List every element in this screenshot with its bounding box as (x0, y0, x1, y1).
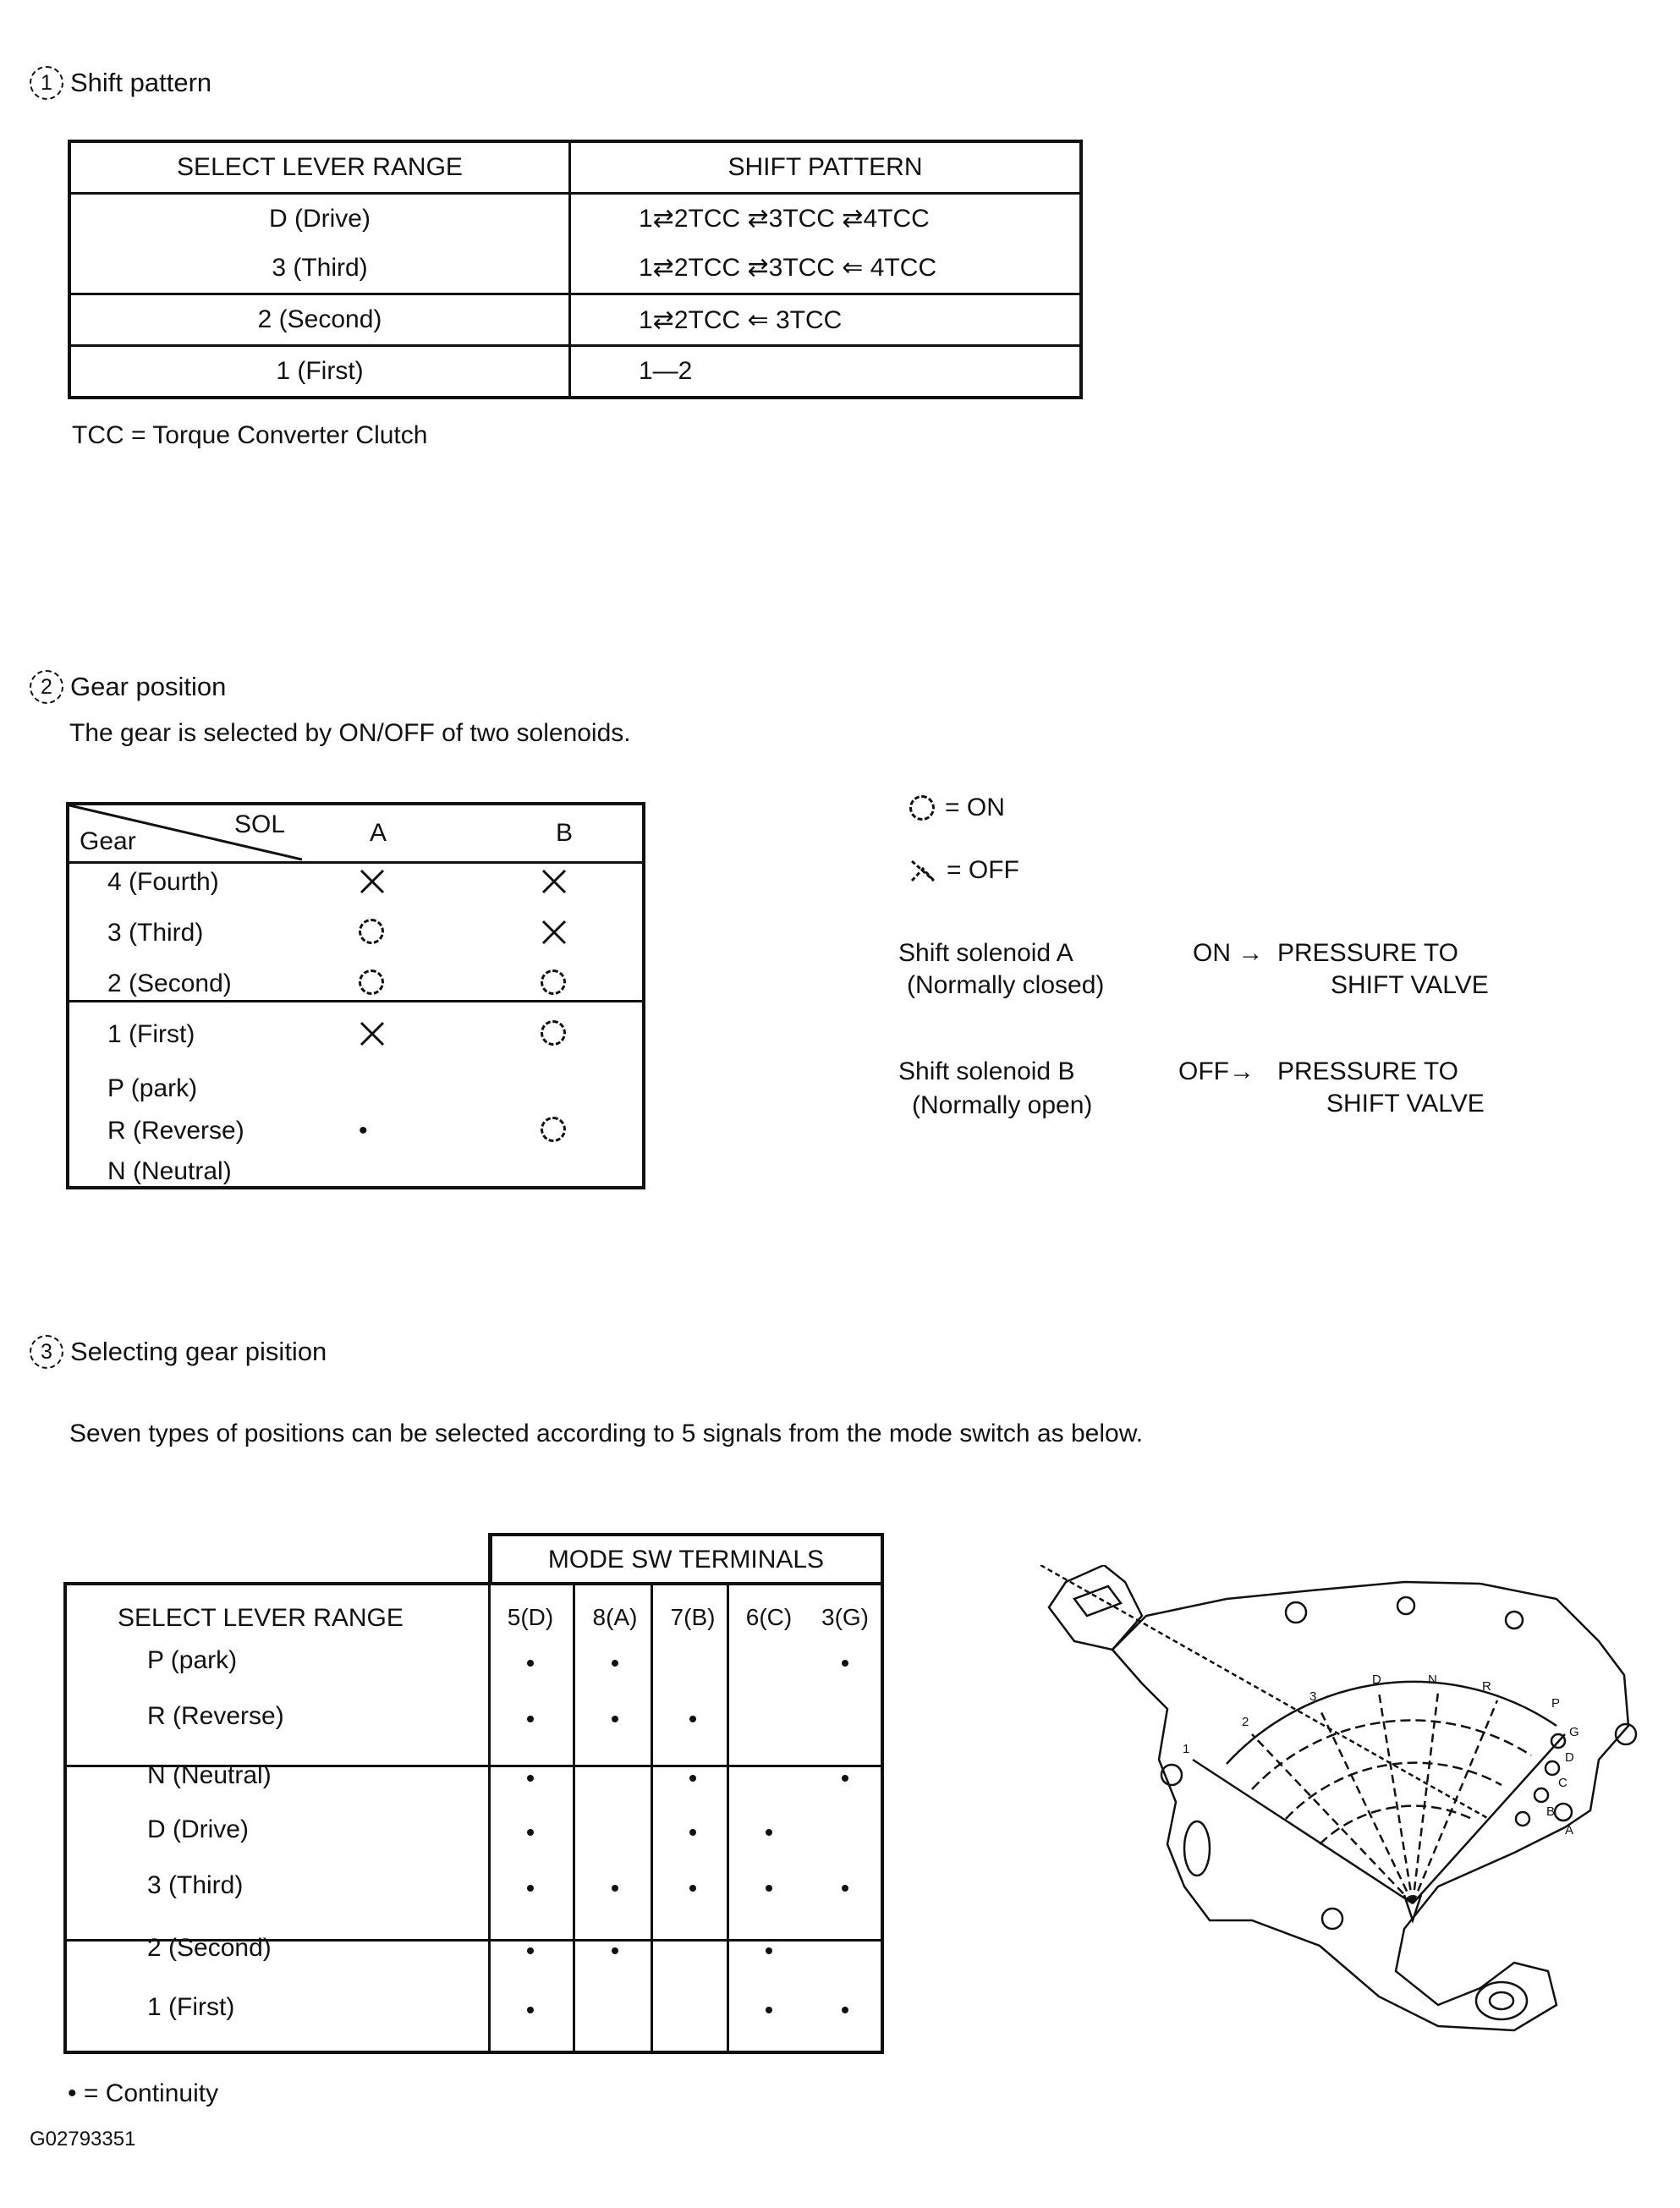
sol-b-result: SHIFT VALVE (1326, 1090, 1485, 1118)
legend-on-label: = ON (945, 794, 1005, 821)
sol-a-state: ON → (1193, 939, 1264, 967)
terminal-header: 3(G) (821, 1604, 869, 1630)
off-cross-icon (359, 1020, 386, 1047)
sol-b-state: OFF→ (1178, 1057, 1255, 1085)
range-label: 2 (Second) (69, 294, 570, 346)
continuity-dot (842, 2007, 848, 2013)
on-circle-icon (541, 969, 566, 995)
section2-heading (30, 670, 226, 704)
sol-a-state: • (359, 1117, 368, 1145)
diagram-label: A (1565, 1823, 1574, 1837)
continuity-dot (527, 1660, 534, 1667)
section-number-badge: 3 (30, 1335, 63, 1369)
terminal-dot (1516, 1812, 1529, 1826)
continuity-dot (689, 1829, 696, 1836)
sol-b-state (541, 1117, 566, 1149)
off-cross-icon (909, 857, 936, 884)
range-label: D (Drive) (147, 1815, 249, 1843)
gear-label: N (Neutral) (107, 1157, 232, 1185)
continuity-dot (612, 1716, 618, 1722)
mode-sw-group-header: MODE SW TERMINALS (488, 1533, 884, 1585)
off-cross-icon (541, 919, 568, 946)
on-circle-icon (359, 969, 384, 995)
sol-a-state (359, 868, 386, 902)
continuity-dot (689, 1775, 696, 1782)
diagram-label: B (1546, 1804, 1556, 1819)
gear-label: P (park) (107, 1074, 198, 1102)
col-divider (651, 1584, 653, 2054)
off-cross-icon (359, 868, 386, 895)
col-divider (573, 1584, 575, 2054)
sol-a-state (359, 969, 384, 1002)
center-line (1040, 1565, 1489, 1819)
shift-pattern-table (68, 140, 1083, 399)
continuity-dot (842, 1775, 848, 1782)
sol-b-state (541, 1020, 566, 1052)
gear-label: 1 (First) (107, 1020, 195, 1048)
sol-a-type: (Normally closed) (907, 971, 1105, 999)
pattern-label: 1—2 (570, 346, 1082, 398)
table-header: SELECT LEVER RANGE (69, 141, 570, 194)
terminal-dot (1545, 1761, 1559, 1775)
terminal-header: 6(C) (745, 1604, 793, 1630)
diagram-label: 3 (1309, 1689, 1317, 1704)
gear-header: Gear (80, 827, 136, 855)
legend-off-label: = OFF (947, 856, 1019, 884)
sol-a-state (359, 1020, 386, 1054)
diagram-label: N (1428, 1672, 1437, 1687)
mode-switch-table (63, 1582, 884, 2054)
sol-b-result: PRESSURE TO (1277, 1057, 1458, 1085)
pattern-label: 1⇄2TCC ⇄3TCC ⇐ 4TCC (639, 254, 937, 282)
diagram-label: D (1565, 1750, 1574, 1765)
diagram-label: D (1372, 1672, 1381, 1687)
continuity-dot (612, 1660, 618, 1667)
col-a-header: A (370, 819, 387, 847)
continuity-dot (766, 1829, 772, 1836)
gear-position-table (66, 802, 645, 1189)
continuity-dot (527, 1775, 534, 1782)
continuity-dot (766, 2007, 772, 2013)
sol-b-state (541, 969, 566, 1002)
col-divider (727, 1584, 729, 2054)
range-label: P (park) (147, 1646, 238, 1674)
section3-heading (30, 1335, 327, 1369)
sol-a-result: SHIFT VALVE (1331, 971, 1489, 999)
mount-hole (1322, 1909, 1342, 1929)
sol-b-state (541, 868, 568, 902)
on-circle-icon (909, 795, 935, 821)
mode-switch-diagram (1040, 1565, 1650, 2039)
sol-b-type: (Normally open) (912, 1091, 1093, 1119)
on-circle-icon (541, 1117, 566, 1142)
continuity-dot (527, 2007, 534, 2013)
legend-off (909, 856, 1019, 885)
section-title: Shift pattern (70, 68, 212, 97)
terminal-header: 7(B) (670, 1604, 716, 1630)
sol-b-state (541, 919, 568, 953)
range-label: 1 (First) (69, 346, 570, 398)
diagram-label: 1 (1183, 1742, 1190, 1756)
continuity-dot (842, 1885, 848, 1892)
gear-label: 2 (Second) (107, 969, 232, 997)
sol-a-name: Shift solenoid A (898, 939, 1073, 967)
on-circle-icon (541, 1020, 566, 1046)
section-title: Selecting gear pisition (70, 1337, 327, 1366)
continuity-dot (612, 1885, 618, 1892)
range-label: N (Neutral) (147, 1761, 272, 1789)
continuity-dot (527, 1716, 534, 1722)
continuity-dot (766, 1885, 772, 1892)
col-divider (488, 1584, 491, 2054)
continuity-dot (527, 1829, 534, 1836)
diagram-label: 2 (1242, 1715, 1249, 1729)
slot-hole (1184, 1821, 1210, 1876)
tcc-note: TCC = Torque Converter Clutch (72, 421, 428, 449)
sol-b-name: Shift solenoid B (898, 1057, 1075, 1085)
sol-a-state (359, 919, 384, 951)
continuity-dot (842, 1660, 848, 1667)
section-number-badge: 1 (30, 66, 63, 100)
col-divider (490, 1533, 492, 1585)
mount-hole (1506, 1612, 1523, 1629)
diagram-label: P (1551, 1696, 1561, 1711)
continuity-dot (612, 1947, 618, 1954)
section-subtitle: Seven types of positions can be selected according to 5 signals from the mode switch as below. (69, 1420, 1144, 1447)
off-cross-icon (541, 868, 568, 895)
section-subtitle: The gear is selected by ON/OFF of two solenoids. (69, 719, 631, 747)
diagram-label: G (1569, 1725, 1579, 1739)
gear-label: 4 (Fourth) (107, 868, 219, 896)
sol-header: SOL (234, 810, 286, 838)
section1-heading (30, 66, 211, 100)
range-header: SELECT LEVER RANGE (118, 1604, 404, 1632)
table-cell (570, 194, 1082, 294)
continuity-dot (689, 1885, 696, 1892)
section-number-badge: 2 (30, 670, 63, 704)
table-header-row (69, 805, 642, 864)
gear-label: 3 (Third) (107, 919, 204, 947)
continuity-dot (766, 1947, 772, 1954)
terminal-dot (1535, 1788, 1548, 1802)
sol-a-result: PRESSURE TO (1277, 939, 1458, 967)
mount-hole (1397, 1597, 1414, 1614)
on-circle-icon (359, 919, 384, 944)
continuity-dot (689, 1716, 696, 1722)
terminal-header: 5(D) (507, 1604, 554, 1630)
legend-on (909, 794, 1005, 822)
figure-id: G02793351 (30, 2128, 136, 2150)
range-label: D (Drive) (269, 205, 371, 233)
range-label: 3 (Third) (147, 1871, 244, 1899)
mount-hole (1555, 1804, 1572, 1821)
mount-hole (1286, 1602, 1306, 1623)
range-label: 3 (Third) (272, 254, 368, 282)
table-header: SHIFT PATTERN (570, 141, 1082, 194)
section-title: Gear position (70, 672, 227, 701)
range-label: 2 (Second) (147, 1934, 272, 1962)
shaft-boss (1476, 1982, 1527, 2019)
col-b-header: B (556, 819, 574, 847)
continuity-dot (527, 1885, 534, 1892)
range-label: R (Reverse) (147, 1702, 284, 1730)
terminal-header: 8(A) (592, 1604, 638, 1630)
pattern-label: 1⇄2TCC ⇄3TCC ⇄4TCC (639, 205, 930, 233)
diagram-label: R (1482, 1679, 1491, 1694)
range-label: 1 (First) (147, 1993, 235, 2021)
gear-label: R (Reverse) (107, 1117, 244, 1145)
pattern-label: 1⇄2TCC ⇐ 3TCC (570, 294, 1082, 346)
table-cell (69, 194, 570, 294)
continuity-dot (527, 1947, 534, 1954)
diagram-label: C (1558, 1776, 1567, 1790)
continuity-legend: • = Continuity (68, 2079, 219, 2107)
